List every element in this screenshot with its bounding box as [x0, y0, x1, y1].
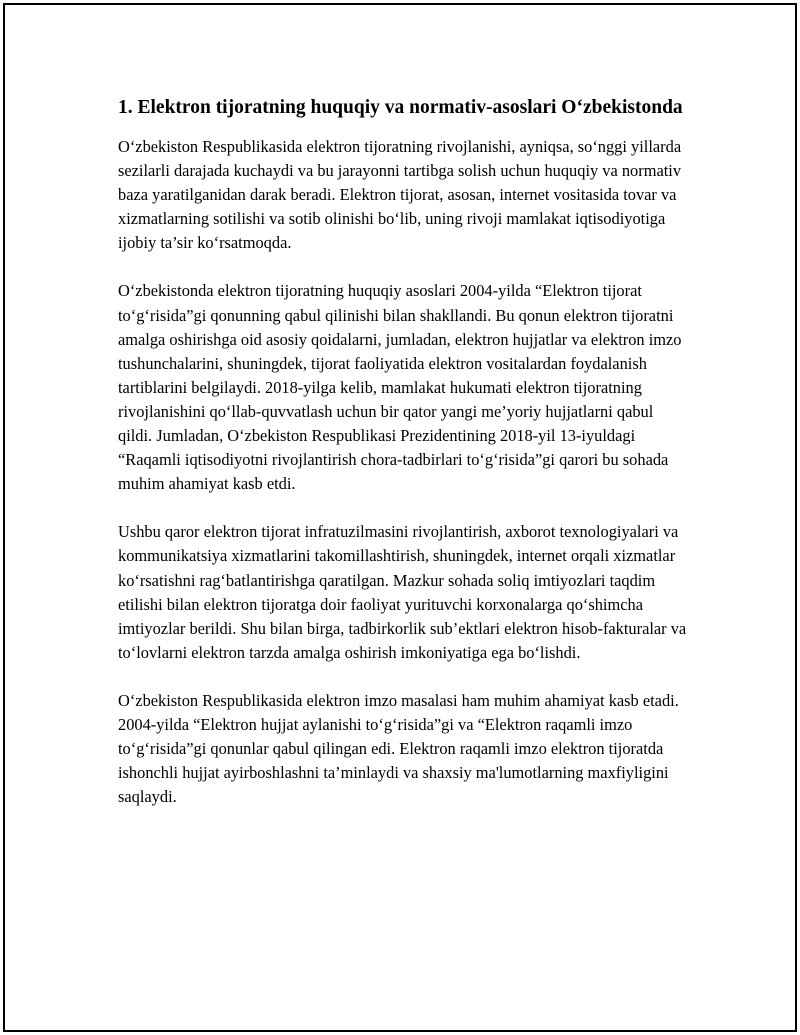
document-title: 1. Elektron tijoratning huquqiy va normativ-asoslari O‘zbekistonda [118, 97, 683, 118]
document-body [118, 94, 690, 833]
paragraph-2: O‘zbekistonda elektron tijoratning huquqiy asoslari 2004-yilda “Elektron tijorat to‘g‘risida”gi qonunning qabul qilinishi bilan shakllandi. Bu qonun elektron tijoratni amalga oshirishga oid asosiy qoidalarni, jumladan, elektron hujjatlar va elektron imzo tushunchalarini, shuningdek, tijorat faoliyatida elektron vositalardan foydalanish tartiblarini belgilaydi. 2018-yilga kelib, mamlakat hukumati elektron tijoratning rivojlanishini qo‘llab-quvvatlash uchun bir qator yangi me’yoriy hujjatlarni qabul qildi. Jumladan, O‘zbekiston Respublikasi Prezidentining 2018-yil 13-iyuldagi “Raqamli iqtisodiyotni rivojlantirish chora-tadbirlari to‘g‘risida”gi qarori bu sohada muhim ahamiyat kasb etdi. [118, 281, 682, 494]
paragraph-3: Ushbu qaror elektron tijorat infratuzilmasini rivojlantirish, axborot texnologiyalari va kommunikatsiya xizmatlarini takomillashtirish, shuningdek, internet orqali xizmatlar ko‘rsatishni rag‘batlantirishga qaratilgan. Mazkur sohada soliq imtiyozlari taqdim etilishi bilan elektron tijoratga doir faoliyat yurituvchi korxonalarga qo‘shimcha imtiyozlar berildi. Shu bilan birga, tadbirkorlik sub’ektlari elektron hisob-fakturalar va to‘lovlarni elektron tarzda amalga oshirish imkoniyatiga ega bo‘lishdi. [118, 522, 687, 662]
paragraph-1: O‘zbekiston Respublikasida elektron tijoratning rivojlanishi, ayniqsa, so‘nggi yillarda sezilarli darajada kuchaydi va bu jarayonni tartibga solish uchun huquqiy va normativ baza yaratilganidan darak beradi. Elektron tijorat, asosan, internet vositasida tovar va xizmatlarning sotilishi va sotib olinishi bo‘lib, uning rivoji mamlakat iqtisodiyotiga ijobiy ta’sir ko‘rsatmoqda. [118, 137, 682, 253]
paragraph-4: O‘zbekiston Respublikasida elektron imzo masalasi ham muhim ahamiyat kasb etadi. 2004-yilda “Elektron hujjat aylanishi to‘g‘risida”gi va “Elektron raqamli imzo to‘g‘risida”gi qonunlar qabul qilingan edi. Elektron raqamli imzo elektron tijoratda ishonchli hujjat ayirboshlashni ta’minlaydi va shaxsiy ma'lumotlarning maxfiyligini saqlaydi. [118, 690, 679, 807]
